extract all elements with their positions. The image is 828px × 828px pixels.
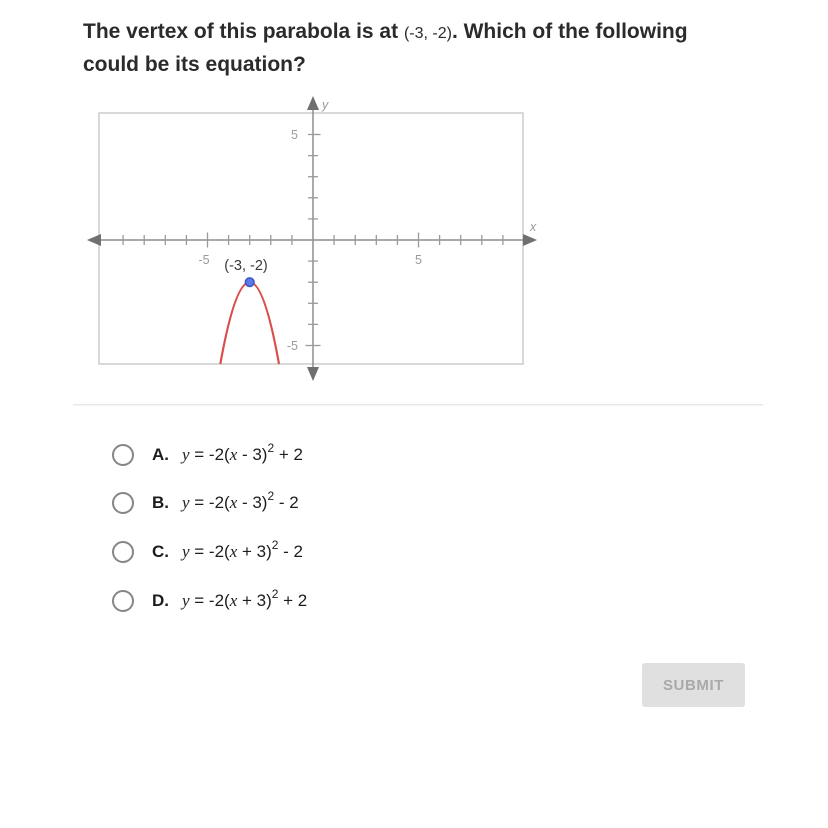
eq-tail: - 2 xyxy=(278,542,303,561)
answer-option-a[interactable] xyxy=(112,443,303,467)
eq-exponent: 2 xyxy=(267,441,275,456)
option-equation-a xyxy=(182,441,304,465)
x-axis-left-arrow-icon xyxy=(87,234,101,246)
radio-button-b[interactable] xyxy=(112,492,134,514)
y-axis-up-arrow-icon xyxy=(307,96,319,110)
option-equation-c xyxy=(182,538,303,562)
submit-button[interactable]: SUBMIT xyxy=(642,663,745,707)
eq-var-y: y xyxy=(182,445,190,464)
option-letter-c: C. xyxy=(152,542,169,561)
x-axis-right-arrow-icon xyxy=(523,234,537,246)
vertex-point-label: (-3, -2) xyxy=(224,258,268,274)
eq-mid: = -2( xyxy=(189,542,230,561)
eq-mid: = -2( xyxy=(189,445,230,464)
eq-var-y: y xyxy=(182,542,190,561)
y-axis-neg5-label: -5 xyxy=(286,339,298,353)
x-axis-letter-label: x xyxy=(530,220,537,234)
eq-var-x: x xyxy=(229,493,238,512)
option-letter-d: D. xyxy=(152,591,169,610)
question-text-after: . Which of the following xyxy=(451,20,688,43)
y-axis-pos5-label: 5 xyxy=(291,128,298,142)
eq-tail: - 2 xyxy=(274,493,299,512)
question-vertex-value: (-3, -2) xyxy=(403,25,452,42)
eq-var-x: x xyxy=(229,542,238,561)
question-text xyxy=(83,16,773,80)
y-axis-letter-label: y xyxy=(322,98,329,112)
option-equation-d xyxy=(182,587,308,611)
eq-close: + 3) xyxy=(237,542,272,561)
eq-var-x: x xyxy=(229,445,238,464)
graph-svg xyxy=(80,90,545,385)
answer-option-c[interactable] xyxy=(112,540,303,564)
option-equation-b xyxy=(182,489,299,513)
vertex-point xyxy=(245,278,254,287)
eq-exponent: 2 xyxy=(271,538,279,553)
eq-tail: + 2 xyxy=(278,591,308,610)
option-letter-a: A. xyxy=(152,445,169,464)
eq-mid: = -2( xyxy=(189,493,230,512)
y-axis-down-arrow-icon xyxy=(307,367,319,381)
question-line-1 xyxy=(83,16,773,49)
eq-var-x: x xyxy=(229,591,238,610)
question-line-2: could be its equation? xyxy=(83,53,306,76)
answer-option-d[interactable] xyxy=(112,589,307,613)
eq-exponent: 2 xyxy=(267,489,275,504)
eq-close: - 3) xyxy=(237,493,268,512)
x-axis-neg5-label: -5 xyxy=(198,253,210,267)
radio-button-c[interactable] xyxy=(112,541,134,563)
eq-var-y: y xyxy=(182,493,190,512)
eq-close: - 3) xyxy=(237,445,268,464)
eq-mid: = -2( xyxy=(189,591,230,610)
section-divider xyxy=(73,404,763,406)
radio-button-a[interactable] xyxy=(112,444,134,466)
eq-close: + 3) xyxy=(237,591,272,610)
graph-border-box xyxy=(99,113,523,364)
radio-button-d[interactable] xyxy=(112,590,134,612)
eq-var-y: y xyxy=(182,591,190,610)
answer-option-b[interactable] xyxy=(112,491,299,515)
coordinate-plane-graph xyxy=(80,90,545,385)
eq-tail: + 2 xyxy=(274,445,304,464)
question-text-before: The vertex of this parabola is at xyxy=(83,20,404,43)
option-letter-b: B. xyxy=(152,493,169,512)
x-axis-pos5-label: 5 xyxy=(415,253,422,267)
eq-exponent: 2 xyxy=(271,587,279,602)
